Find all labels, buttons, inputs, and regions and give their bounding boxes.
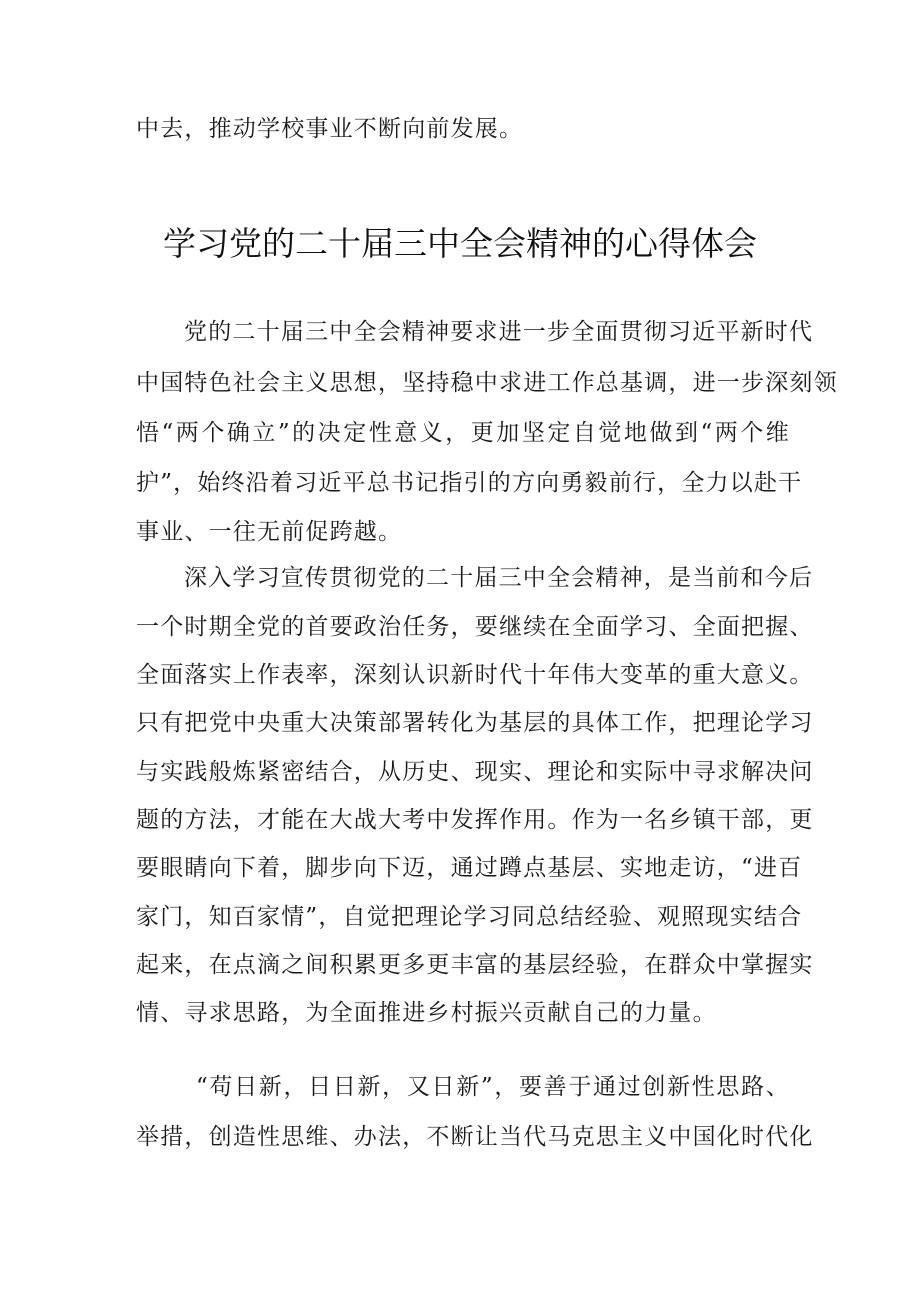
paragraph-line: 党的二十届三中全会精神要求进一步全面贯彻习近平新时代 <box>184 319 814 345</box>
document-title: 学习党的二十届三中全会精神的心得体会 <box>163 224 757 263</box>
paragraph-line: 起来，在点滴之间积累更多更丰富的基层经验，在群众中掌握实 <box>136 952 814 978</box>
paragraph-line: 情、寻求思路，为全面推进乡村振兴贡献自己的力量。 <box>136 1000 717 1026</box>
paragraph-line: 要眼睛向下着，脚步向下迈，通过蹲点基层、实地走访，“进百 <box>136 855 803 881</box>
paragraph-line: 全面落实上作表率，深刻认识新时代十年伟大变革的重大意义。 <box>136 662 814 688</box>
paragraph-line: 悟“两个确立”的决定性意义，更加坚定自觉地做到“两个维 <box>136 420 790 446</box>
paragraph-line: 题的方法，才能在大战大考中发挥作用。作为一名乡镇干部，更 <box>136 807 814 833</box>
paragraph-line: 一个时期全党的首要政治任务，要继续在全面学习、全面把握、 <box>136 614 814 640</box>
carryover-line: 中去，推动学校事业不断向前发展。 <box>136 116 524 142</box>
paragraph-line: “苟日新，日日新，又日新”，要善于通过创新性思路、 <box>196 1074 790 1100</box>
paragraph-line: 中国特色社会主义思想，坚持稳中求进工作总基调，进一步深刻领 <box>136 370 838 396</box>
paragraph-line: 只有把党中央重大决策部署转化为基层的具体工作，把理论学习 <box>136 710 814 736</box>
paragraph-line: 护”，始终沿着习近平总书记指引的方向勇毅前行，全力以赴干 <box>136 470 803 496</box>
paragraph-line: 深入学习宣传贯彻党的二十届三中全会精神，是当前和今后 <box>184 565 814 591</box>
paragraph-line: 事业、一往无前促跨越。 <box>136 519 403 545</box>
paragraph-line: 举措，创造性思维、办法，不断让当代马克思主义中国化时代化 <box>136 1124 814 1150</box>
paragraph-line: 与实践般炼紧密结合，从历史、现实、理论和实际中寻求解决问 <box>136 759 814 785</box>
paragraph-line: 家门，知百家情”，自觉把理论学习同总结经验、观照现实结合 <box>136 904 803 930</box>
